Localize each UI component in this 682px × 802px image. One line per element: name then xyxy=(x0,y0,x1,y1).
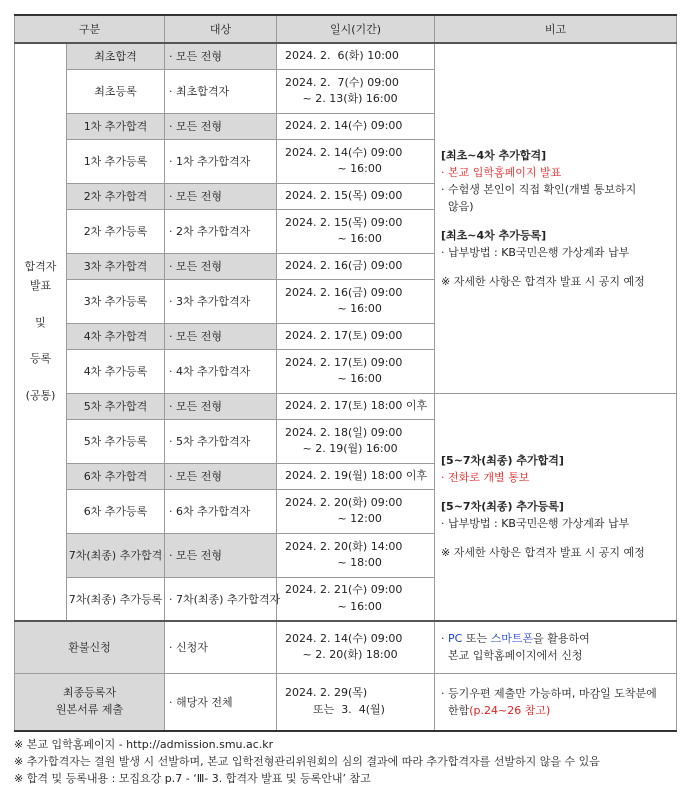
remark-line: 않음) xyxy=(441,199,474,213)
remark-line: · 수험생 본인이 직접 확인(개별 통보하지 xyxy=(441,182,637,196)
remark-line: · 납부방법 : KB국민은행 가상계좌 납부 xyxy=(441,245,630,259)
group-label-line: 등록 xyxy=(29,352,52,366)
row-target: · 모든 전형 xyxy=(165,323,277,349)
row-target: · 모든 전형 xyxy=(165,393,277,419)
row-target: · 모든 전형 xyxy=(165,43,277,69)
refund-note-smartphone: 스마트폰 xyxy=(490,632,534,646)
row-target: · 3차 추가합격자 xyxy=(165,279,277,323)
row-category: 5차 추가등록 xyxy=(67,419,165,463)
table-header-row xyxy=(15,15,677,43)
row-category: 최초등록 xyxy=(67,69,165,113)
refund-target: · 신청자 xyxy=(165,621,277,673)
row-category: 3차 추가합격 xyxy=(67,253,165,279)
group-label-line: 합격자 xyxy=(24,260,57,274)
row-target: · 6차 추가합격자 xyxy=(165,489,277,533)
footnote: ※ 본교 입학홈페이지 - http://admission.smu.ac.kr xyxy=(14,738,274,751)
header-remark: 비고 xyxy=(435,15,677,43)
row-target: · 7차(최종) 추가합격자 xyxy=(165,577,277,621)
row-date: 2024. 2. 14(수) 09:00 xyxy=(277,113,435,139)
row-date: 2024. 2. 15(목) 09:00 ~ 16:00 xyxy=(277,209,435,253)
row-target: · 모든 전형 xyxy=(165,463,277,489)
row-date: 2024. 2. 17(토) 09:00 ~ 16:00 xyxy=(277,349,435,393)
refund-label: 환불신청 xyxy=(15,621,165,673)
row-category: 3차 추가등록 xyxy=(67,279,165,323)
refund-note-pc: PC xyxy=(448,632,463,646)
footnote: ※ 추가합격자는 결원 발생 시 선발하며, 본교 입학전형관리위원회의 심의 결과에 따라 추가합격자를 선발하지 않을 수 있음 xyxy=(14,755,600,769)
row-date: 2024. 2. 16(금) 09:00 ~ 16:00 xyxy=(277,279,435,323)
remark-heading: [5~7차(최종) 추가등록] xyxy=(441,500,564,514)
refund-date: 2024. 2. 14(수) 09:00 ~ 2. 20(화) 18:00 xyxy=(277,621,435,673)
row-date: 2024. 2. 14(수) 09:00 ~ 16:00 xyxy=(277,139,435,183)
final-label-line: 최종등록자 xyxy=(62,686,117,700)
row-category: 7차(최종) 추가등록 xyxy=(67,577,165,621)
row-category: 최초합격 xyxy=(67,43,165,69)
group-label-line xyxy=(15,369,66,387)
row-target: · 최초합격자 xyxy=(165,69,277,113)
row-date: 2024. 2. 17(토) 18:00 이후 xyxy=(277,393,435,419)
row-category: 1차 추가등록 xyxy=(67,139,165,183)
header-period: 일시(기간) xyxy=(277,15,435,43)
row-target: · 모든 전형 xyxy=(165,183,277,209)
remark-line: · 납부방법 : KB국민은행 가상계좌 납부 xyxy=(441,517,630,531)
footnotes xyxy=(14,736,600,787)
final-date: 2024. 2. 29(목) 또는 3. 4(월) xyxy=(277,673,435,731)
row-date: 2024. 2. 15(목) 09:00 xyxy=(277,183,435,209)
table-body xyxy=(15,43,677,731)
refund-note-text: · xyxy=(441,632,449,646)
row-date: 2024. 2. 7(수) 09:00 ~ 2. 13(화) 16:00 xyxy=(277,69,435,113)
row-category: 7차(최종) 추가합격 xyxy=(67,533,165,577)
header-target: 대상 xyxy=(165,15,277,43)
row-date: 2024. 2. 17(토) 09:00 xyxy=(277,323,435,349)
refund-note-text: 을 활용하여 xyxy=(533,632,590,646)
table-row xyxy=(15,393,677,419)
final-note xyxy=(435,673,677,731)
remark-heading: [최초~4차 추가등록] xyxy=(441,228,547,242)
remark-highlight: · 본교 입학홈페이지 발표 xyxy=(441,165,562,179)
row-target: · 모든 전형 xyxy=(165,533,277,577)
row-category: 4차 추가합격 xyxy=(67,323,165,349)
remark-heading: [최초~4차 추가합격] xyxy=(441,148,547,162)
row-category: 6차 추가합격 xyxy=(67,463,165,489)
row-date: 2024. 2. 20(화) 14:00 ~ 18:00 xyxy=(277,533,435,577)
row-date: 2024. 2. 18(일) 09:00 ~ 2. 19(월) 16:00 xyxy=(277,419,435,463)
final-target: · 해당자 전체 xyxy=(165,673,277,731)
row-target: · 모든 전형 xyxy=(165,113,277,139)
final-label-line: 원본서류 제출 xyxy=(55,702,124,716)
row-category: 1차 추가합격 xyxy=(67,113,165,139)
remark-line: ※ 자세한 사항은 합격자 발표 시 공지 예정 xyxy=(441,274,645,288)
schedule-table xyxy=(14,14,677,732)
row-target: · 5차 추가합격자 xyxy=(165,419,277,463)
row-date: 2024. 2. 20(화) 09:00 ~ 12:00 xyxy=(277,489,435,533)
table-row xyxy=(15,621,677,673)
row-date: 2024. 2. 19(월) 18:00 이후 xyxy=(277,463,435,489)
group-label-line: 발표 xyxy=(29,278,52,292)
remark-highlight: · 전화로 개별 통보 xyxy=(441,471,530,485)
footnote: ※ 합격 및 등록내용 : 모집요강 p.7 - ‘Ⅲ- 3. 합격자 발표 및 등록안내’ 참고 xyxy=(14,772,371,786)
remark-heading: [5~7차(최종) 추가합격] xyxy=(441,454,564,468)
row-target: · 2차 추가합격자 xyxy=(165,209,277,253)
row-date: 2024. 2. 21(수) 09:00 ~ 16:00 xyxy=(277,577,435,621)
refund-note-line: 본교 입학홈페이지에서 신청 xyxy=(441,649,583,663)
row-target: · 모든 전형 xyxy=(165,253,277,279)
refund-note-text: 또는 xyxy=(462,632,491,646)
row-date: 2024. 2. 6(화) 10:00 xyxy=(277,43,435,69)
final-label xyxy=(15,673,165,731)
group-label-line xyxy=(15,332,66,350)
row-category: 5차 추가합격 xyxy=(67,393,165,419)
refund-note xyxy=(435,621,677,673)
group-label-line xyxy=(15,296,66,314)
final-note-ref: (p.24~26 참고) xyxy=(469,703,551,717)
remark-line: ※ 자세한 사항은 합격자 발표 시 공지 예정 xyxy=(441,546,645,560)
remark-cell-early xyxy=(435,43,677,393)
header-category: 구분 xyxy=(15,15,165,43)
final-note-line: · 등기우편 제출만 가능하며, 마감일 도착분에 xyxy=(441,686,657,700)
group-label-line: (공통) xyxy=(25,389,56,403)
row-date: 2024. 2. 16(금) 09:00 xyxy=(277,253,435,279)
table-row xyxy=(15,673,677,731)
group-label xyxy=(15,43,67,621)
group-label-line: 및 xyxy=(35,315,46,329)
row-category: 2차 추가합격 xyxy=(67,183,165,209)
row-category: 2차 추가등록 xyxy=(67,209,165,253)
table-row xyxy=(15,43,677,69)
row-category: 6차 추가등록 xyxy=(67,489,165,533)
row-target: · 4차 추가합격자 xyxy=(165,349,277,393)
remark-cell-late xyxy=(435,393,677,621)
row-target: · 1차 추가합격자 xyxy=(165,139,277,183)
final-note-text: 한함 xyxy=(441,703,470,717)
row-category: 4차 추가등록 xyxy=(67,349,165,393)
